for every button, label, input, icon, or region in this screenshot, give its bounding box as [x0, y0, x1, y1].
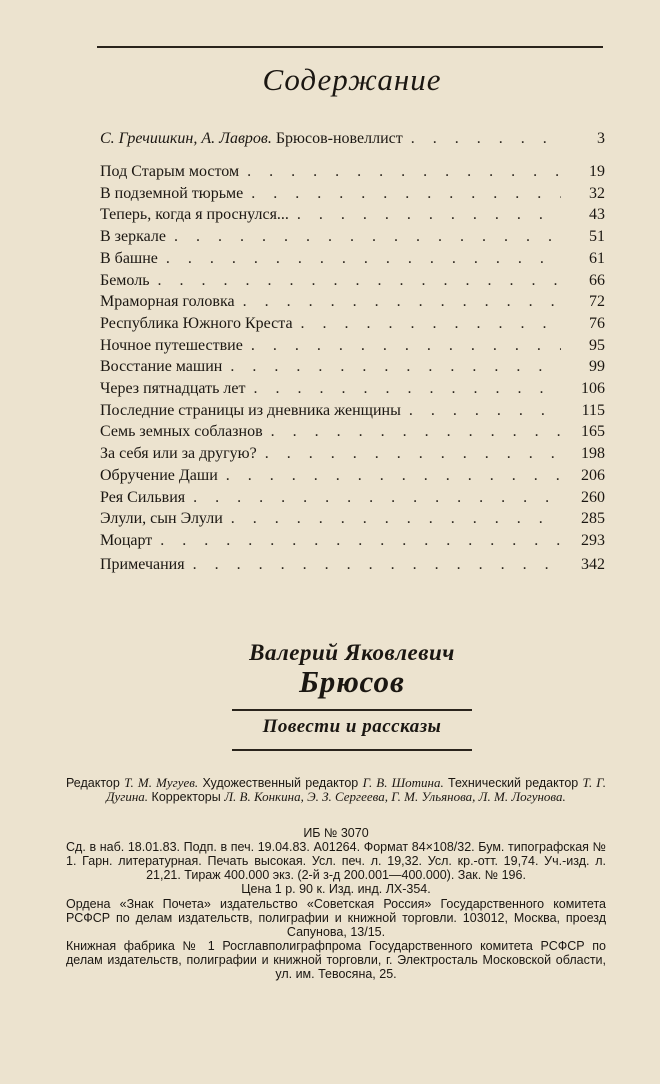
- toc-page-number: 293: [581, 531, 605, 549]
- toc-entry: [100, 423, 605, 445]
- toc-entry-title: Ночное путешествие: [100, 336, 243, 354]
- toc-entry: [100, 163, 605, 185]
- leader-dots: [297, 206, 561, 224]
- art-editor-name: Г. В. Шотина.: [362, 775, 444, 790]
- leader-dots: [157, 272, 561, 290]
- toc-entry-title: Республика Южного Креста: [100, 314, 293, 332]
- toc-entry: [100, 489, 605, 511]
- toc-entry: [100, 315, 605, 337]
- toc-page-number: 61: [589, 249, 605, 267]
- leader-dots: [226, 467, 561, 485]
- leader-dots: [193, 556, 561, 574]
- toc-page-number: 165: [581, 423, 605, 441]
- toc-entry-title: Восстание машин: [100, 358, 223, 376]
- tech-editor-name: Т. Г. Дугина.: [106, 775, 606, 804]
- leader-dots: [231, 510, 561, 528]
- toc-page-number: 206: [581, 466, 605, 484]
- contents-title: Содержание: [262, 62, 442, 97]
- toc-entry-title: Последние страницы из дневника женщины: [100, 401, 401, 419]
- toc-entry-title: Семь земных соблазнов: [100, 423, 263, 441]
- toc-page-number: 260: [581, 488, 605, 506]
- leader-dots: [243, 293, 561, 311]
- toc-entry-title: Бемоль: [100, 271, 150, 289]
- toc-page-number: 285: [581, 510, 605, 528]
- toc-entry-title: Рея Сильвия: [100, 488, 186, 506]
- leader-dots: [193, 489, 561, 507]
- toc-page-number: 95: [589, 336, 605, 354]
- toc-entry: [100, 445, 605, 467]
- imprint-editors: [66, 776, 606, 804]
- toc-entry: [100, 532, 605, 554]
- toc-intro-title: Брюсов-новеллист: [275, 130, 403, 147]
- leader-dots: [271, 423, 561, 441]
- leader-dots: [166, 250, 561, 268]
- toc-page-number: 66: [589, 271, 605, 289]
- toc-entry: [100, 337, 605, 359]
- subtitle-rule-top: [232, 709, 472, 711]
- leader-dots: [160, 532, 561, 550]
- toc-entry: [100, 228, 605, 250]
- toc-entry-title: Через пятнадцать лет: [100, 380, 246, 397]
- toc-page-number: 19: [589, 163, 605, 180]
- proofreaders-names: Л. В. Конкина, Э. З. Сергеева, Г. М. Ульянова, Л. М. Логунова.: [224, 789, 566, 804]
- imprint-production: Сд. в наб. 18.01.83. Подп. в печ. 19.04.83. А01264. Формат 84×108/32. Бум. типографская № 1. Гарн. литературная. Печать высокая. Усл. печ. л. 19,32. Усл. кр.-отт. 19,74. Уч.-изд. л. 21,21. Тираж 400.000 экз. (2-й з-д 200.001—400.000). Зак. № 196.: [66, 840, 606, 882]
- imprint-printer: Книжная фабрика № 1 Росглавполиграфпрома Государственного комитета РСФСР по делам издательств, полиграфии и книжной торговли, г. Электросталь Московской области, ул. им. Тевосяна, 25.: [66, 939, 606, 981]
- toc-page-number: 51: [589, 228, 605, 246]
- editor-name: Т. М. Мугуев.: [124, 775, 199, 790]
- tech-editor-label: Технический редактор: [448, 776, 579, 790]
- leader-dots: [301, 315, 561, 333]
- toc-entry: [100, 510, 605, 532]
- toc-entry-title: Под Старым мостом: [100, 163, 240, 180]
- toc-page-number: 3: [597, 130, 605, 147]
- leader-dots: [251, 337, 561, 355]
- toc-notes-row: [100, 556, 605, 578]
- toc-entry-title: Теперь, когда я проснулся...: [100, 206, 289, 224]
- toc-page-number: 76: [589, 314, 605, 332]
- leader-dots: [409, 402, 561, 420]
- leader-dots: [247, 163, 561, 181]
- leader-dots: [411, 130, 561, 148]
- toc-intro-authors: С. Гречишкин, А. Лавров.: [100, 130, 272, 147]
- top-rule: [97, 46, 603, 48]
- toc-notes-title: Примечания: [100, 556, 185, 573]
- editor-label: Редактор: [66, 776, 120, 790]
- toc-entry: [100, 206, 605, 228]
- toc-entry: [100, 402, 605, 424]
- toc-entry: [100, 185, 605, 207]
- proofreaders-label: Корректоры: [151, 790, 221, 804]
- toc-page-number: 32: [589, 184, 605, 202]
- toc-page-number: 99: [589, 358, 605, 376]
- toc-page-number: 72: [589, 293, 605, 311]
- imprint-publisher: Ордена «Знак Почета» издательство «Советская Россия» Государственного комитета РСФСР по делам издательств, полиграфии и книжной торговли. 103012, Москва, проезд Сапунова, 13/15.: [66, 897, 606, 939]
- author-last-name: Брюсов: [299, 664, 405, 699]
- leader-dots: [251, 185, 561, 203]
- toc-page-number: 106: [581, 380, 605, 397]
- toc-entry: [100, 272, 605, 294]
- toc-entry: [100, 293, 605, 315]
- toc-entry-title: Обручение Даши: [100, 466, 218, 484]
- author-first-name: Валерий Яковлевич: [249, 640, 455, 665]
- subtitle-rule-bottom: [232, 749, 472, 751]
- toc-entry-title: За себя или за другую?: [100, 445, 257, 463]
- toc-page-number: 342: [581, 556, 605, 573]
- toc-page-number: 115: [581, 401, 605, 419]
- toc-entry-title: Моцарт: [100, 531, 153, 549]
- toc-entry-title: В подземной тюрьме: [100, 184, 244, 202]
- imprint-ib-number: ИБ № 3070: [303, 826, 369, 840]
- toc-entry: [100, 380, 605, 402]
- toc-intro-row: [100, 130, 605, 152]
- toc-entry-title: Элули, сын Элули: [100, 510, 223, 528]
- art-editor-label: Художественный редактор: [202, 776, 359, 790]
- leader-dots: [253, 380, 561, 398]
- leader-dots: [230, 358, 561, 376]
- toc-entry: [100, 250, 605, 272]
- toc-entry-title: В зеркале: [100, 228, 166, 246]
- toc-entry-title: Мраморная головка: [100, 293, 235, 311]
- toc-page-number: 198: [581, 445, 605, 463]
- leader-dots: [174, 228, 561, 246]
- leader-dots: [265, 445, 561, 463]
- toc-entry-title: В башне: [100, 249, 158, 267]
- toc-page-number: 43: [589, 206, 605, 224]
- toc-entry: [100, 467, 605, 489]
- imprint-price: Цена 1 р. 90 к. Изд. инд. ЛХ-354.: [241, 882, 431, 896]
- book-subtitle: Повести и рассказы: [262, 716, 442, 737]
- toc-entry: [100, 358, 605, 380]
